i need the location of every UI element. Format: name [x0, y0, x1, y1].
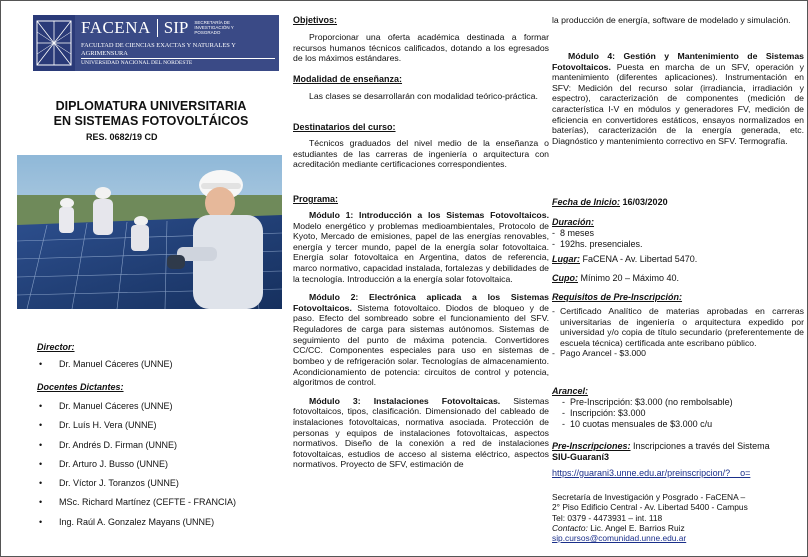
preinscripciones-text: Inscripciones a través del Sistema: [633, 441, 770, 451]
list-item: - 192hs. presenciales.: [552, 239, 804, 250]
objetivos-heading: Objetivos:: [293, 15, 338, 25]
director-name: • Dr. Manuel Cáceres (UNNE): [37, 359, 173, 370]
contact-name: Lic. Angel E. Barrios Ruiz: [590, 522, 685, 533]
logo-sip-subtitle: SECRETARÍA DE INVESTIGACIÓN Y POSGRADO: [194, 20, 234, 35]
modalidad-text: Las clases se desarrollarán con modalidad teórico-práctica.: [309, 90, 538, 101]
module-1: [293, 210, 549, 284]
destinatarios-heading: Destinatarios del curso:: [293, 122, 396, 132]
docentes-heading: Docentes Dictantes:: [37, 382, 124, 392]
list-item: • Dr. Víctor J. Toranzos (UNNE): [37, 478, 236, 497]
list-item: • MSc. Richard Martínez (CEFTE - FRANCIA): [37, 497, 236, 516]
module-4-title: Módulo 4: Gestión y Mantenimiento de Sistemas Fotovoltaicos.: [552, 51, 804, 72]
logo-faculty-name: FACULTAD DE CIENCIAS EXACTAS Y NATURALES Y AGRIMENSURA: [81, 41, 236, 57]
list-item: • Dr. Andrés D. Firman (UNNE): [37, 440, 236, 459]
module-3: [293, 396, 549, 470]
programa-heading: Programa:: [293, 194, 339, 204]
lugar: [552, 254, 804, 265]
preinscripciones: [552, 441, 804, 479]
list-item: - Pago Arancel - $3.000: [552, 348, 804, 359]
cupo-value: Mínimo 20 – Máximo 40.: [580, 273, 680, 283]
contact-line-1: Secretaría de Investigación y Posgrado - FaCENA –: [552, 492, 746, 502]
module-3-text: Sistemas fotovoltaicos, tipos, clasificación. Dimensionado del cableado de instalaciones fotovoltaicas, normativa asociada. Protección de personas y equipos de instalaciones fotovoltaicas, aspectos normativos. Diseño de la conexión a red de instalaciones fotovoltaicas, estudios de acceso al sistema eléctrico, aspectos normativos. Proyecto de SFV, estimación de: [293, 395, 549, 470]
destinatarios-text: Técnicos graduados del nivel medio de la enseñanza o estudiantes de las carreras de ingeniería o arquitectura con acreditación mediante certificaciones correspondientes.: [293, 137, 549, 170]
duracion: [552, 217, 804, 250]
arancel: [552, 386, 804, 430]
contact-line-2: 2° Piso Edificio Central - Av. Libertad 5400 - Campus: [552, 502, 748, 513]
module-3-continued: la producción de energía, software de modelado y simulación.: [552, 15, 791, 25]
requisitos-list: [552, 306, 804, 359]
photo-illustration: [17, 155, 282, 309]
list-item: - Pre-Inscripción: $3.000 (no rembolsable): [562, 397, 804, 408]
list-item: - 8 meses: [552, 228, 804, 239]
module-4: [552, 51, 804, 146]
cupo: [552, 273, 804, 284]
logo-emblem: [33, 15, 75, 71]
arancel-list: [552, 397, 804, 430]
preinscripciones-label: Pre-Inscripciones:: [552, 441, 631, 451]
title-line-2: EN SISTEMAS FOTOVOLTÁICOS: [53, 114, 249, 128]
list-item: • Dr. Manuel Cáceres (UNNE): [37, 401, 236, 420]
fecha-value: 16/03/2020: [622, 197, 668, 207]
director-list: [37, 359, 173, 370]
logo-university-name: UNIVERSIDAD NACIONAL DEL NORDESTE: [81, 58, 275, 67]
list-item: - Certificado Analítico de materias aprobadas en carreras universitarias de ingeniería o arquitectura expedido por universidad y/o copia de título secundario (preferentemente de escuela técnica) certificada ante escribano público.: [552, 306, 804, 348]
arancel-label: Arancel:: [552, 386, 589, 396]
duracion-list: [552, 228, 804, 250]
contact-label: Contacto:: [552, 522, 588, 533]
requisitos: [552, 292, 804, 359]
contact-line-3: Tel: 0379 - 4473931 – int. 118: [552, 512, 663, 523]
preinscripcion-link[interactable]: https://guarani3.unne.edu.ar/preinscripcion/? o=: [552, 467, 751, 478]
emblem-graphic: [33, 15, 75, 71]
title-line-1: DIPLOMATURA UNIVERSITARIA: [55, 99, 247, 113]
left-column: [1, 1, 291, 557]
modalidad-heading: Modalidad de enseñanza:: [293, 74, 403, 84]
resolution-number: RES. 0682/19 CD: [86, 132, 158, 142]
module-2: [293, 292, 549, 387]
list-item: • Dr. Arturo J. Busso (UNNE): [37, 459, 236, 478]
module-2-title: Módulo 2: Electrónica aplicada a los Sistemas Fotovoltaicos.: [293, 292, 549, 313]
logo-facena-text: FACENA: [81, 18, 151, 37]
list-item: • Ing. Raúl A. Gonzalez Mayans (UNNE): [37, 517, 236, 536]
module-3-title: Módulo 3: Instalaciones Fotovoltaicas.: [309, 395, 501, 406]
solar-workers-photo: [17, 155, 282, 309]
contact-info: [552, 492, 804, 543]
module-1-text: Modelo energético y problemas medioambientales, Protocolo de Kyoto, Mercado de emisiones, papel de las energías renovables, energía y tercer mundo, papel de la energía solar fotovoltaica. Energía solar fotovoltaica en Argentina, datos de referencia, marco normativo, capacidad instalada, fortalezas y debilidades de la tecnología. Introducción a la energía solar fotovoltaica.: [293, 220, 549, 284]
list-item: - 10 cuotas mensuales de $3.000 c/u: [562, 419, 804, 430]
objetivos-text: Proporcionar una oferta académica destinada a formar recursos humanos técnicos calificados, dotando a los egresados de los máximos estándares.: [293, 31, 549, 64]
module-4-text: Puesta en marcha de un SFV, operación y mantenimiento (diferentes aplicaciones). Instrumentación en SFV: Medición del recurso solar (irradiancia, irradiación y espectro), caracterización de componentes (medición de característica I-V en módulos y generadores FV, medición de eficiencia en convertidores estáticos, ensayos normalizados en baterías), caracterización de la energía generada, etc. Diagnóstico y mantenimiento correctivo en SFV. Termografía.: [552, 61, 804, 146]
logo-sip-text: SIP: [163, 18, 189, 37]
duracion-label: Duración:: [552, 217, 595, 227]
lugar-value: FaCENA - Av. Libertad 5470.: [582, 254, 698, 264]
page-title: [21, 99, 281, 129]
requisitos-label: Requisitos de Pre-Inscripción:: [552, 292, 683, 302]
list-item: - Inscripción: $3.000: [562, 408, 804, 419]
facena-sip-logo: [33, 15, 279, 71]
contact-email-link[interactable]: sip.cursos@comunidad.unne.edu.ar: [552, 533, 687, 543]
siu-guarani-label: SIU-Guaraní3: [552, 451, 610, 462]
cupo-label: Cupo:: [552, 273, 578, 283]
list-item: • Dr. Luís H. Vera (UNNE): [37, 420, 236, 439]
module-1-title: Módulo 1: Introducción a los Sistemas Fotovoltaicos.: [309, 209, 549, 220]
fecha-inicio: [552, 197, 804, 208]
docentes-list: [37, 401, 236, 536]
lugar-label: Lugar:: [552, 254, 580, 264]
director-heading: Director:: [37, 342, 75, 352]
module-2-text: Sistema fotovoltaico. Diodos de bloqueo y de paso. Efecto del sombreado sobre el funcionamiento del SFV. Reguladores de carga para sistemas autónomos. Sistemas de seguimiento del punto de máxima potencia. Convertidores CC/CC. Componentes especiales para uso en sistemas de bombeo y de refrigeración solar. Tecnologías de almacenamiento. Acondicionamiento de potencia: circuitos de control y potencia, algoritmos de control.: [293, 302, 549, 388]
fecha-label: Fecha de Inicio:: [552, 197, 621, 207]
